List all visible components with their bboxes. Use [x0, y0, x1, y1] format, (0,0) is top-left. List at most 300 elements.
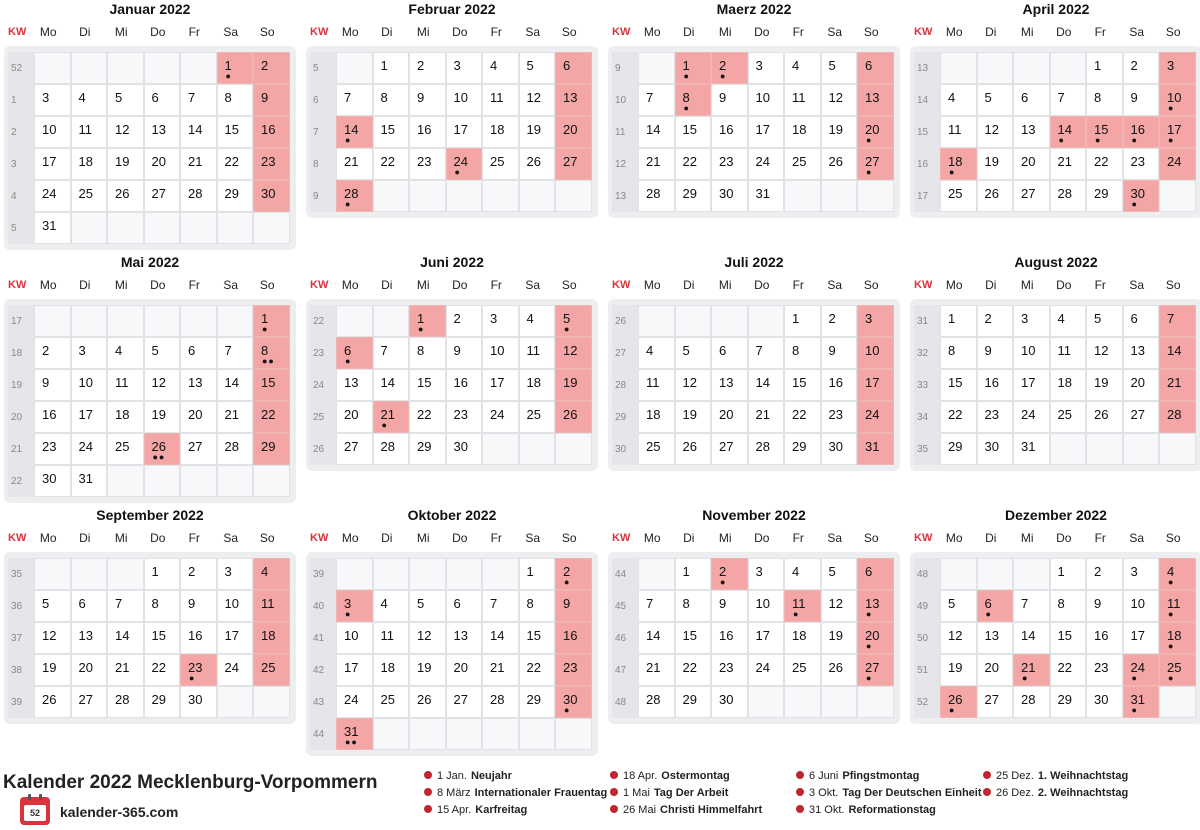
day-cell[interactable]: 1 — [940, 305, 977, 337]
day-cell[interactable]: 17 — [71, 401, 108, 433]
day-cell[interactable]: 10 — [482, 337, 519, 369]
day-cell[interactable]: 23 — [409, 148, 446, 180]
day-cell[interactable]: 21 — [638, 148, 675, 180]
day-cell[interactable]: 21 ● — [373, 401, 410, 433]
day-cell[interactable]: 29 — [253, 433, 290, 465]
day-cell[interactable]: 8 ● — [675, 84, 712, 116]
day-cell[interactable]: 30 — [180, 686, 217, 718]
day-cell[interactable]: 2 — [446, 305, 483, 337]
day-cell[interactable]: 18 — [482, 116, 519, 148]
day-cell[interactable]: 27 — [446, 686, 483, 718]
day-cell[interactable]: 5 — [34, 590, 71, 622]
day-cell[interactable]: 23 — [1086, 654, 1123, 686]
day-cell[interactable]: 17 — [34, 148, 71, 180]
day-cell[interactable]: 13 — [555, 84, 592, 116]
day-cell[interactable]: 2 — [821, 305, 858, 337]
day-cell[interactable]: 4 — [482, 52, 519, 84]
day-cell[interactable]: 23 — [821, 401, 858, 433]
day-cell[interactable]: 25 — [638, 433, 675, 465]
day-cell[interactable]: 4 ● — [1159, 558, 1196, 590]
day-cell[interactable]: 14 — [373, 369, 410, 401]
day-cell[interactable]: 20 — [71, 654, 108, 686]
day-cell[interactable]: 5 — [409, 590, 446, 622]
day-cell[interactable]: 12 — [1086, 337, 1123, 369]
day-cell[interactable]: 6 — [1013, 84, 1050, 116]
day-cell[interactable]: 19 — [519, 116, 556, 148]
day-cell[interactable]: 13 — [180, 369, 217, 401]
day-cell[interactable]: 8 — [1086, 84, 1123, 116]
day-cell[interactable]: 2 — [253, 52, 290, 84]
day-cell[interactable]: 30 — [711, 180, 748, 212]
day-cell[interactable]: 21 — [1050, 148, 1087, 180]
day-cell[interactable]: 1 — [144, 558, 181, 590]
day-cell[interactable]: 14 — [748, 369, 785, 401]
day-cell[interactable]: 22 — [253, 401, 290, 433]
day-cell[interactable]: 3 — [446, 52, 483, 84]
day-cell[interactable]: 5 — [940, 590, 977, 622]
day-cell[interactable]: 16 — [253, 116, 290, 148]
day-cell[interactable]: 6 — [857, 52, 894, 84]
day-cell[interactable]: 20 ● — [857, 622, 894, 654]
day-cell[interactable]: 6 — [446, 590, 483, 622]
day-cell[interactable]: 9 — [977, 337, 1014, 369]
day-cell[interactable]: 25 — [107, 433, 144, 465]
day-cell[interactable]: 23 — [1123, 148, 1160, 180]
day-cell[interactable]: 3 — [857, 305, 894, 337]
day-cell[interactable]: 22 — [1086, 148, 1123, 180]
day-cell[interactable]: 26 — [107, 180, 144, 212]
day-cell[interactable]: 24 — [857, 401, 894, 433]
day-cell[interactable]: 18 — [784, 116, 821, 148]
day-cell[interactable]: 27 — [144, 180, 181, 212]
day-cell[interactable]: 17 — [336, 654, 373, 686]
day-cell[interactable]: 16 — [180, 622, 217, 654]
day-cell[interactable]: 30 ● — [555, 686, 592, 718]
day-cell[interactable]: 17 ● — [1159, 116, 1196, 148]
day-cell[interactable]: 5 — [821, 558, 858, 590]
day-cell[interactable]: 15 — [784, 369, 821, 401]
day-cell[interactable]: 17 — [1123, 622, 1160, 654]
day-cell[interactable]: 28 — [373, 433, 410, 465]
day-cell[interactable]: 25 — [253, 654, 290, 686]
day-cell[interactable]: 8 — [1050, 590, 1087, 622]
day-cell[interactable]: 26 — [1086, 401, 1123, 433]
day-cell[interactable]: 5 — [675, 337, 712, 369]
day-cell[interactable]: 15 — [253, 369, 290, 401]
day-cell[interactable]: 24 — [748, 654, 785, 686]
day-cell[interactable]: 28 — [1013, 686, 1050, 718]
day-cell[interactable]: 20 — [180, 401, 217, 433]
day-cell[interactable]: 19 — [144, 401, 181, 433]
day-cell[interactable]: 6 — [1123, 305, 1160, 337]
day-cell[interactable]: 27 — [555, 148, 592, 180]
day-cell[interactable]: 23 — [977, 401, 1014, 433]
day-cell[interactable]: 30 — [711, 686, 748, 718]
day-cell[interactable]: 23 ● — [180, 654, 217, 686]
day-cell[interactable]: 27 ● — [857, 148, 894, 180]
day-cell[interactable]: 1 — [675, 558, 712, 590]
day-cell[interactable]: 26 — [34, 686, 71, 718]
day-cell[interactable]: 10 — [71, 369, 108, 401]
day-cell[interactable]: 2 ● — [711, 558, 748, 590]
day-cell[interactable]: 25 — [373, 686, 410, 718]
day-cell[interactable]: 11 — [71, 116, 108, 148]
day-cell[interactable]: 13 — [711, 369, 748, 401]
day-cell[interactable]: 22 — [784, 401, 821, 433]
day-cell[interactable]: 18 — [253, 622, 290, 654]
day-cell[interactable]: 29 — [409, 433, 446, 465]
day-cell[interactable]: 12 — [519, 84, 556, 116]
day-cell[interactable]: 28 ● — [336, 180, 373, 212]
day-cell[interactable]: 29 — [217, 180, 254, 212]
day-cell[interactable]: 14 — [638, 116, 675, 148]
day-cell[interactable]: 9 — [555, 590, 592, 622]
day-cell[interactable]: 12 — [821, 84, 858, 116]
day-cell[interactable]: 25 — [1050, 401, 1087, 433]
day-cell[interactable]: 6 — [180, 337, 217, 369]
day-cell[interactable]: 14 — [180, 116, 217, 148]
day-cell[interactable]: 19 — [821, 622, 858, 654]
day-cell[interactable]: 3 — [1013, 305, 1050, 337]
day-cell[interactable]: 11 — [784, 84, 821, 116]
day-cell[interactable]: 23 — [253, 148, 290, 180]
day-cell[interactable]: 3 — [748, 52, 785, 84]
day-cell[interactable]: 3 ● — [336, 590, 373, 622]
day-cell[interactable]: 7 — [748, 337, 785, 369]
day-cell[interactable]: 15 — [1050, 622, 1087, 654]
day-cell[interactable]: 16 — [446, 369, 483, 401]
day-cell[interactable]: 3 — [1159, 52, 1196, 84]
day-cell[interactable]: 12 — [409, 622, 446, 654]
day-cell[interactable]: 23 — [34, 433, 71, 465]
day-cell[interactable]: 30 — [253, 180, 290, 212]
day-cell[interactable]: 11 — [107, 369, 144, 401]
day-cell[interactable]: 13 — [1123, 337, 1160, 369]
day-cell[interactable]: 24 — [748, 148, 785, 180]
day-cell[interactable]: 7 — [1013, 590, 1050, 622]
day-cell[interactable]: 30 — [821, 433, 858, 465]
day-cell[interactable]: 29 — [1086, 180, 1123, 212]
day-cell[interactable]: 7 — [1050, 84, 1087, 116]
day-cell[interactable]: 3 — [1123, 558, 1160, 590]
day-cell[interactable]: 16 — [409, 116, 446, 148]
day-cell[interactable]: 6 ● — [336, 337, 373, 369]
day-cell[interactable]: 8 — [675, 590, 712, 622]
day-cell[interactable]: 24 ● — [446, 148, 483, 180]
day-cell[interactable]: 12 — [555, 337, 592, 369]
day-cell[interactable]: 19 — [409, 654, 446, 686]
day-cell[interactable]: 15 — [675, 116, 712, 148]
day-cell[interactable]: 4 — [71, 84, 108, 116]
day-cell[interactable]: 22 — [1050, 654, 1087, 686]
day-cell[interactable]: 15 — [144, 622, 181, 654]
day-cell[interactable]: 27 — [1123, 401, 1160, 433]
day-cell[interactable]: 16 ● — [1123, 116, 1160, 148]
day-cell[interactable]: 14 — [1013, 622, 1050, 654]
day-cell[interactable]: 28 — [1159, 401, 1196, 433]
day-cell[interactable]: 11 — [1050, 337, 1087, 369]
day-cell[interactable]: 20 — [711, 401, 748, 433]
day-cell[interactable]: 27 ● — [857, 654, 894, 686]
day-cell[interactable]: 8 — [373, 84, 410, 116]
day-cell[interactable]: 27 — [977, 686, 1014, 718]
day-cell[interactable]: 19 — [107, 148, 144, 180]
day-cell[interactable]: 11 — [482, 84, 519, 116]
day-cell[interactable]: 14 — [107, 622, 144, 654]
day-cell[interactable]: 10 — [748, 84, 785, 116]
day-cell[interactable]: 20 — [1013, 148, 1050, 180]
day-cell[interactable]: 1 — [519, 558, 556, 590]
day-cell[interactable]: 10 — [1013, 337, 1050, 369]
day-cell[interactable]: 12 — [107, 116, 144, 148]
day-cell[interactable]: 22 — [409, 401, 446, 433]
day-cell[interactable]: 29 — [144, 686, 181, 718]
day-cell[interactable]: 10 — [34, 116, 71, 148]
day-cell[interactable]: 4 — [940, 84, 977, 116]
day-cell[interactable]: 11 ● — [1159, 590, 1196, 622]
day-cell[interactable]: 8 ●● — [253, 337, 290, 369]
day-cell[interactable]: 5 — [821, 52, 858, 84]
day-cell[interactable]: 7 — [373, 337, 410, 369]
day-cell[interactable]: 20 — [446, 654, 483, 686]
day-cell[interactable]: 25 — [940, 180, 977, 212]
day-cell[interactable]: 26 — [821, 654, 858, 686]
day-cell[interactable]: 24 — [1159, 148, 1196, 180]
day-cell[interactable]: 26 — [821, 148, 858, 180]
day-cell[interactable]: 12 — [977, 116, 1014, 148]
day-cell[interactable]: 28 — [107, 686, 144, 718]
day-cell[interactable]: 20 — [144, 148, 181, 180]
day-cell[interactable]: 31 — [71, 465, 108, 497]
day-cell[interactable]: 26 — [519, 148, 556, 180]
day-cell[interactable]: 19 — [675, 401, 712, 433]
day-cell[interactable]: 2 — [180, 558, 217, 590]
day-cell[interactable]: 30 ● — [1123, 180, 1160, 212]
day-cell[interactable]: 4 — [638, 337, 675, 369]
day-cell[interactable]: 2 — [1123, 52, 1160, 84]
day-cell[interactable]: 12 — [144, 369, 181, 401]
day-cell[interactable]: 26 — [977, 180, 1014, 212]
day-cell[interactable]: 4 — [253, 558, 290, 590]
day-cell[interactable]: 24 — [1013, 401, 1050, 433]
day-cell[interactable]: 31 — [1013, 433, 1050, 465]
day-cell[interactable]: 4 — [784, 558, 821, 590]
day-cell[interactable]: 28 — [748, 433, 785, 465]
day-cell[interactable]: 9 — [821, 337, 858, 369]
day-cell[interactable]: 11 ● — [784, 590, 821, 622]
day-cell[interactable]: 9 — [409, 84, 446, 116]
day-cell[interactable]: 7 — [180, 84, 217, 116]
day-cell[interactable]: 23 — [711, 148, 748, 180]
day-cell[interactable]: 10 — [446, 84, 483, 116]
day-cell[interactable]: 22 — [675, 148, 712, 180]
day-cell[interactable]: 19 — [1086, 369, 1123, 401]
day-cell[interactable]: 3 — [482, 305, 519, 337]
day-cell[interactable]: 17 — [217, 622, 254, 654]
day-cell[interactable]: 7 — [638, 590, 675, 622]
day-cell[interactable]: 8 — [519, 590, 556, 622]
day-cell[interactable]: 2 ● — [555, 558, 592, 590]
day-cell[interactable]: 22 — [675, 654, 712, 686]
day-cell[interactable]: 9 — [180, 590, 217, 622]
day-cell[interactable]: 1 — [784, 305, 821, 337]
day-cell[interactable]: 30 — [977, 433, 1014, 465]
day-cell[interactable]: 2 ● — [711, 52, 748, 84]
day-cell[interactable]: 23 — [446, 401, 483, 433]
day-cell[interactable]: 18 ● — [940, 148, 977, 180]
day-cell[interactable]: 26 ● — [940, 686, 977, 718]
day-cell[interactable]: 8 — [217, 84, 254, 116]
day-cell[interactable]: 9 — [253, 84, 290, 116]
day-cell[interactable]: 28 — [180, 180, 217, 212]
day-cell[interactable]: 22 — [373, 148, 410, 180]
day-cell[interactable]: 9 — [34, 369, 71, 401]
day-cell[interactable]: 15 — [675, 622, 712, 654]
day-cell[interactable]: 25 ● — [1159, 654, 1196, 686]
day-cell[interactable]: 10 — [857, 337, 894, 369]
day-cell[interactable]: 13 — [336, 369, 373, 401]
day-cell[interactable]: 29 — [675, 686, 712, 718]
day-cell[interactable]: 31 — [748, 180, 785, 212]
day-cell[interactable]: 18 — [107, 401, 144, 433]
day-cell[interactable]: 15 — [519, 622, 556, 654]
day-cell[interactable]: 9 — [1123, 84, 1160, 116]
day-cell[interactable]: 1 — [373, 52, 410, 84]
day-cell[interactable]: 21 — [336, 148, 373, 180]
day-cell[interactable]: 10 — [748, 590, 785, 622]
day-cell[interactable]: 25 — [482, 148, 519, 180]
day-cell[interactable]: 6 — [711, 337, 748, 369]
day-cell[interactable]: 1 ● — [409, 305, 446, 337]
day-cell[interactable]: 5 — [977, 84, 1014, 116]
day-cell[interactable]: 31 ● — [1123, 686, 1160, 718]
day-cell[interactable]: 19 — [821, 116, 858, 148]
day-cell[interactable]: 30 — [446, 433, 483, 465]
day-cell[interactable]: 15 — [373, 116, 410, 148]
day-cell[interactable]: 1 — [1050, 558, 1087, 590]
day-cell[interactable]: 11 — [519, 337, 556, 369]
day-cell[interactable]: 14 — [1159, 337, 1196, 369]
day-cell[interactable]: 10 — [336, 622, 373, 654]
day-cell[interactable]: 11 — [638, 369, 675, 401]
day-cell[interactable]: 9 — [711, 590, 748, 622]
day-cell[interactable]: 23 — [711, 654, 748, 686]
day-cell[interactable]: 3 — [34, 84, 71, 116]
day-cell[interactable]: 23 — [555, 654, 592, 686]
day-cell[interactable]: 24 — [217, 654, 254, 686]
day-cell[interactable]: 18 — [519, 369, 556, 401]
day-cell[interactable]: 5 — [519, 52, 556, 84]
day-cell[interactable]: 28 — [1050, 180, 1087, 212]
day-cell[interactable]: 7 — [638, 84, 675, 116]
day-cell[interactable]: 6 — [555, 52, 592, 84]
day-cell[interactable]: 16 — [555, 622, 592, 654]
day-cell[interactable]: 20 ● — [857, 116, 894, 148]
day-cell[interactable]: 20 — [336, 401, 373, 433]
day-cell[interactable]: 18 — [638, 401, 675, 433]
day-cell[interactable]: 26 ●● — [144, 433, 181, 465]
day-cell[interactable]: 14 — [638, 622, 675, 654]
day-cell[interactable]: 28 — [638, 180, 675, 212]
day-cell[interactable]: 27 — [71, 686, 108, 718]
day-cell[interactable]: 1 — [1086, 52, 1123, 84]
day-cell[interactable]: 4 — [1050, 305, 1087, 337]
day-cell[interactable]: 31 — [34, 212, 71, 244]
day-cell[interactable]: 12 — [34, 622, 71, 654]
day-cell[interactable]: 14 ● — [336, 116, 373, 148]
day-cell[interactable]: 25 — [784, 148, 821, 180]
site-link[interactable]: kalender-365.com — [60, 804, 179, 820]
day-cell[interactable]: 16 — [34, 401, 71, 433]
day-cell[interactable]: 28 — [482, 686, 519, 718]
day-cell[interactable]: 21 — [1159, 369, 1196, 401]
day-cell[interactable]: 27 — [711, 433, 748, 465]
day-cell[interactable]: 8 — [940, 337, 977, 369]
day-cell[interactable]: 17 — [446, 116, 483, 148]
day-cell[interactable]: 14 — [217, 369, 254, 401]
day-cell[interactable]: 22 — [144, 654, 181, 686]
day-cell[interactable]: 17 — [482, 369, 519, 401]
day-cell[interactable]: 15 — [409, 369, 446, 401]
day-cell[interactable]: 5 — [144, 337, 181, 369]
day-cell[interactable]: 5 — [107, 84, 144, 116]
day-cell[interactable]: 9 — [711, 84, 748, 116]
day-cell[interactable]: 26 — [409, 686, 446, 718]
day-cell[interactable]: 31 — [857, 433, 894, 465]
day-cell[interactable]: 2 — [409, 52, 446, 84]
day-cell[interactable]: 15 — [217, 116, 254, 148]
day-cell[interactable]: 21 — [638, 654, 675, 686]
day-cell[interactable]: 20 — [555, 116, 592, 148]
day-cell[interactable]: 2 — [1086, 558, 1123, 590]
day-cell[interactable]: 12 — [675, 369, 712, 401]
day-cell[interactable]: 1 ● — [675, 52, 712, 84]
day-cell[interactable]: 3 — [71, 337, 108, 369]
day-cell[interactable]: 25 — [71, 180, 108, 212]
day-cell[interactable]: 4 — [373, 590, 410, 622]
day-cell[interactable]: 1 ● — [217, 52, 254, 84]
day-cell[interactable]: 3 — [217, 558, 254, 590]
day-cell[interactable]: 8 — [144, 590, 181, 622]
day-cell[interactable]: 19 — [34, 654, 71, 686]
day-cell[interactable]: 4 — [784, 52, 821, 84]
day-cell[interactable]: 20 — [1123, 369, 1160, 401]
day-cell[interactable]: 28 — [217, 433, 254, 465]
day-cell[interactable]: 21 — [482, 654, 519, 686]
day-cell[interactable]: 21 — [180, 148, 217, 180]
day-cell[interactable]: 9 — [1086, 590, 1123, 622]
day-cell[interactable]: 17 — [748, 116, 785, 148]
day-cell[interactable]: 11 — [253, 590, 290, 622]
day-cell[interactable]: 20 — [977, 654, 1014, 686]
day-cell[interactable]: 18 — [373, 654, 410, 686]
day-cell[interactable]: 6 — [144, 84, 181, 116]
day-cell[interactable]: 15 ● — [1086, 116, 1123, 148]
day-cell[interactable]: 4 — [107, 337, 144, 369]
day-cell[interactable]: 5 — [1086, 305, 1123, 337]
day-cell[interactable]: 27 — [1013, 180, 1050, 212]
day-cell[interactable]: 14 — [482, 622, 519, 654]
day-cell[interactable]: 31 ●● — [336, 718, 373, 750]
day-cell[interactable]: 18 — [1050, 369, 1087, 401]
day-cell[interactable]: 14 ● — [1050, 116, 1087, 148]
day-cell[interactable]: 8 — [409, 337, 446, 369]
day-cell[interactable]: 21 — [748, 401, 785, 433]
day-cell[interactable]: 5 ● — [555, 305, 592, 337]
day-cell[interactable]: 29 — [519, 686, 556, 718]
day-cell[interactable]: 25 — [519, 401, 556, 433]
day-cell[interactable]: 4 — [519, 305, 556, 337]
